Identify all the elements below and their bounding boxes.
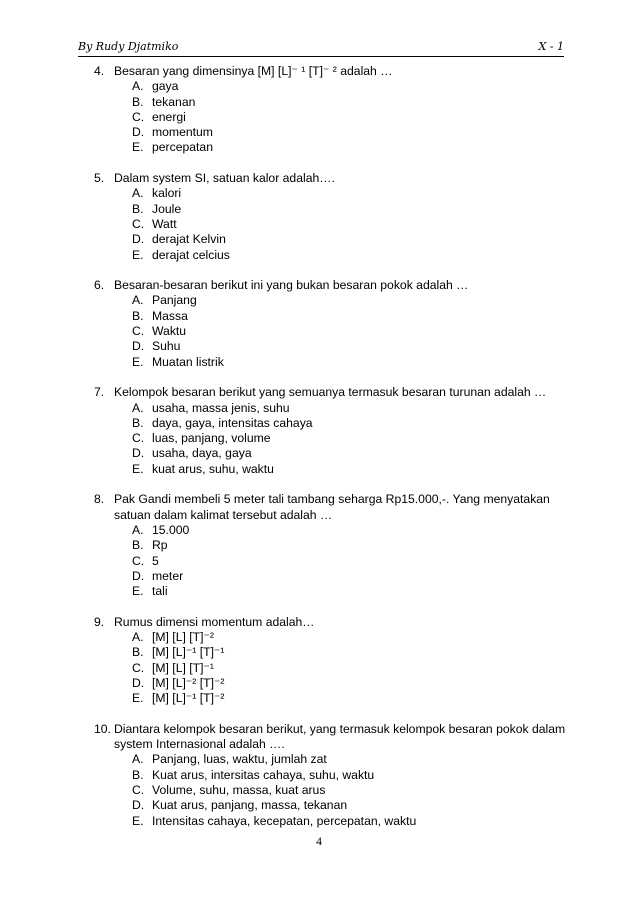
option-e bbox=[132, 140, 574, 155]
question-5 bbox=[94, 171, 574, 263]
option-c bbox=[132, 217, 574, 232]
option-letter: B. bbox=[132, 94, 144, 109]
question-4 bbox=[94, 64, 574, 156]
option-e bbox=[132, 355, 574, 370]
option-d bbox=[132, 232, 574, 247]
question-number: 5. bbox=[94, 171, 105, 186]
option-text: usaha, massa jenis, suhu bbox=[152, 400, 290, 415]
option-a bbox=[132, 752, 574, 767]
option-text: Intensitas cahaya, kecepatan, percepatan, waktu bbox=[152, 813, 417, 828]
question-text: Pak Gandi membeli 5 meter tali tambang seharga Rp15.000,-. Yang menyatakan satuan dalam kalimat tersebut adalah … bbox=[114, 492, 550, 522]
option-text: [M] [L]⁻² [T]⁻² bbox=[152, 675, 225, 690]
question-number: 4. bbox=[94, 64, 105, 78]
option-a bbox=[132, 293, 574, 308]
option-text: energi bbox=[152, 109, 186, 124]
option-text: luas, panjang, volume bbox=[152, 431, 271, 446]
option-letter: C. bbox=[132, 782, 145, 797]
option-letter: A. bbox=[132, 186, 144, 201]
option-text: kalori bbox=[152, 186, 182, 201]
option-list bbox=[114, 186, 574, 262]
option-e bbox=[132, 691, 574, 706]
question-number: 6. bbox=[94, 278, 105, 293]
option-text: Volume, suhu, massa, kuat arus bbox=[152, 782, 326, 797]
option-letter: E. bbox=[132, 247, 144, 262]
option-b bbox=[132, 538, 574, 553]
option-letter: D. bbox=[132, 232, 145, 247]
option-letter: A. bbox=[132, 293, 144, 308]
option-text: Suhu bbox=[152, 339, 181, 354]
option-letter: E. bbox=[132, 140, 144, 155]
option-letter: E. bbox=[132, 691, 144, 706]
option-letter: D. bbox=[132, 675, 145, 690]
option-list bbox=[114, 630, 574, 706]
option-b bbox=[132, 309, 574, 324]
question-number: 8. bbox=[94, 492, 105, 507]
option-letter: C. bbox=[132, 109, 145, 124]
option-list bbox=[114, 79, 574, 155]
option-letter: B. bbox=[132, 201, 144, 216]
option-c bbox=[132, 324, 574, 339]
option-text: Muatan listrik bbox=[152, 354, 224, 369]
option-a bbox=[132, 630, 574, 645]
option-c bbox=[132, 554, 574, 569]
option-b bbox=[132, 645, 574, 660]
option-b bbox=[132, 95, 574, 110]
question-text: Besaran-besaran berikut ini yang bukan besaran pokok adalah … bbox=[114, 278, 469, 293]
option-letter: C. bbox=[132, 216, 145, 231]
option-letter: B. bbox=[132, 767, 144, 782]
option-c bbox=[132, 783, 574, 798]
option-text: Rp bbox=[152, 538, 168, 553]
option-letter: C. bbox=[132, 431, 145, 446]
option-c bbox=[132, 661, 574, 676]
option-letter: C. bbox=[132, 553, 145, 568]
option-list bbox=[114, 401, 574, 477]
option-e bbox=[132, 462, 574, 477]
option-b bbox=[132, 416, 574, 431]
question-text: Dalam system SI, satuan kalor adalah…. bbox=[114, 171, 335, 186]
option-text: Waktu bbox=[152, 324, 187, 339]
option-c bbox=[132, 431, 574, 446]
option-b bbox=[132, 768, 574, 783]
option-list bbox=[114, 523, 574, 599]
option-letter: D. bbox=[132, 125, 145, 140]
option-letter: E. bbox=[132, 813, 144, 828]
option-a bbox=[132, 401, 574, 416]
option-text: gaya bbox=[152, 79, 179, 94]
option-text: Kuat arus, intersitas cahaya, suhu, waktu bbox=[152, 767, 375, 782]
option-letter: D. bbox=[132, 568, 145, 583]
option-letter: A. bbox=[132, 400, 144, 415]
question-number: 10. bbox=[94, 721, 111, 736]
option-text: Watt bbox=[152, 216, 177, 231]
option-letter: B. bbox=[132, 415, 144, 430]
question-8 bbox=[94, 492, 574, 599]
option-text: kuat arus, suhu, waktu bbox=[152, 461, 274, 476]
option-d bbox=[132, 676, 574, 691]
option-letter: E. bbox=[132, 354, 144, 369]
option-text: 15.000 bbox=[152, 522, 190, 537]
question-list bbox=[94, 64, 574, 844]
option-text: Massa bbox=[152, 308, 188, 323]
option-letter: B. bbox=[132, 308, 144, 323]
option-list bbox=[114, 293, 574, 369]
option-text: tali bbox=[152, 584, 168, 599]
option-d bbox=[132, 798, 574, 813]
option-letter: A. bbox=[132, 79, 144, 94]
question-number: 9. bbox=[94, 614, 105, 629]
question-text: Kelompok besaran berikut yang semuanya termasuk besaran turunan adalah … bbox=[114, 385, 547, 400]
option-text: momentum bbox=[152, 125, 213, 140]
option-text: Joule bbox=[152, 201, 182, 216]
header-author: By Rudy Djatmiko bbox=[78, 40, 179, 53]
question-number: 7. bbox=[94, 385, 105, 400]
option-letter: C. bbox=[132, 660, 145, 675]
option-letter: D. bbox=[132, 446, 145, 461]
option-text: usaha, daya, gaya bbox=[152, 446, 252, 461]
option-text: meter bbox=[152, 568, 184, 583]
option-d bbox=[132, 569, 574, 584]
option-list bbox=[114, 752, 574, 828]
option-text: derajat celcius bbox=[152, 247, 230, 262]
option-e bbox=[132, 814, 574, 829]
option-text: Panjang bbox=[152, 293, 197, 308]
option-letter: B. bbox=[132, 645, 144, 660]
option-text: [M] [L] [T]⁻¹ bbox=[152, 660, 214, 675]
option-a bbox=[132, 79, 574, 94]
option-letter: B. bbox=[132, 538, 144, 553]
option-d bbox=[132, 125, 574, 140]
question-text: Rumus dimensi momentum adalah… bbox=[114, 614, 315, 629]
option-c bbox=[132, 110, 574, 125]
option-letter: C. bbox=[132, 324, 145, 339]
option-letter: D. bbox=[132, 339, 145, 354]
option-letter: E. bbox=[132, 584, 144, 599]
option-d bbox=[132, 339, 574, 354]
option-text: tekanan bbox=[152, 94, 196, 109]
option-letter: A. bbox=[132, 752, 144, 767]
option-text: daya, gaya, intensitas cahaya bbox=[152, 415, 313, 430]
question-text: Besaran yang dimensinya [M] [L]⁻ ¹ [T]⁻ ² adalah … bbox=[114, 64, 393, 78]
page-number: 4 bbox=[316, 834, 322, 848]
option-letter: A. bbox=[132, 522, 144, 537]
option-e bbox=[132, 584, 574, 599]
option-text: Panjang, luas, waktu, jumlah zat bbox=[152, 752, 327, 767]
option-text: [M] [L] [T]⁻² bbox=[152, 629, 214, 644]
option-e bbox=[132, 248, 574, 263]
option-letter: E. bbox=[132, 461, 144, 476]
question-text: Diantara kelompok besaran berikut, yang termasuk kelompok besaran pokok dalam system Internasional adalah …. bbox=[114, 721, 566, 752]
option-letter: A. bbox=[132, 629, 144, 644]
option-text: 5 bbox=[152, 553, 159, 568]
question-9 bbox=[94, 615, 574, 707]
option-a bbox=[132, 523, 574, 538]
question-7 bbox=[94, 385, 574, 477]
option-d bbox=[132, 446, 574, 461]
option-text: Kuat arus, panjang, massa, tekanan bbox=[152, 798, 348, 813]
option-b bbox=[132, 202, 574, 217]
option-letter: D. bbox=[132, 798, 145, 813]
option-text: [M] [L]⁻¹ [T]⁻² bbox=[152, 691, 225, 706]
option-text: [M] [L]⁻¹ [T]⁻¹ bbox=[152, 645, 225, 660]
option-text: derajat Kelvin bbox=[152, 232, 226, 247]
page-header bbox=[78, 36, 564, 57]
header-class-code: X - 1 bbox=[538, 40, 564, 53]
option-a bbox=[132, 186, 574, 201]
question-6 bbox=[94, 278, 574, 370]
question-10 bbox=[94, 722, 574, 829]
option-text: percepatan bbox=[152, 140, 213, 155]
